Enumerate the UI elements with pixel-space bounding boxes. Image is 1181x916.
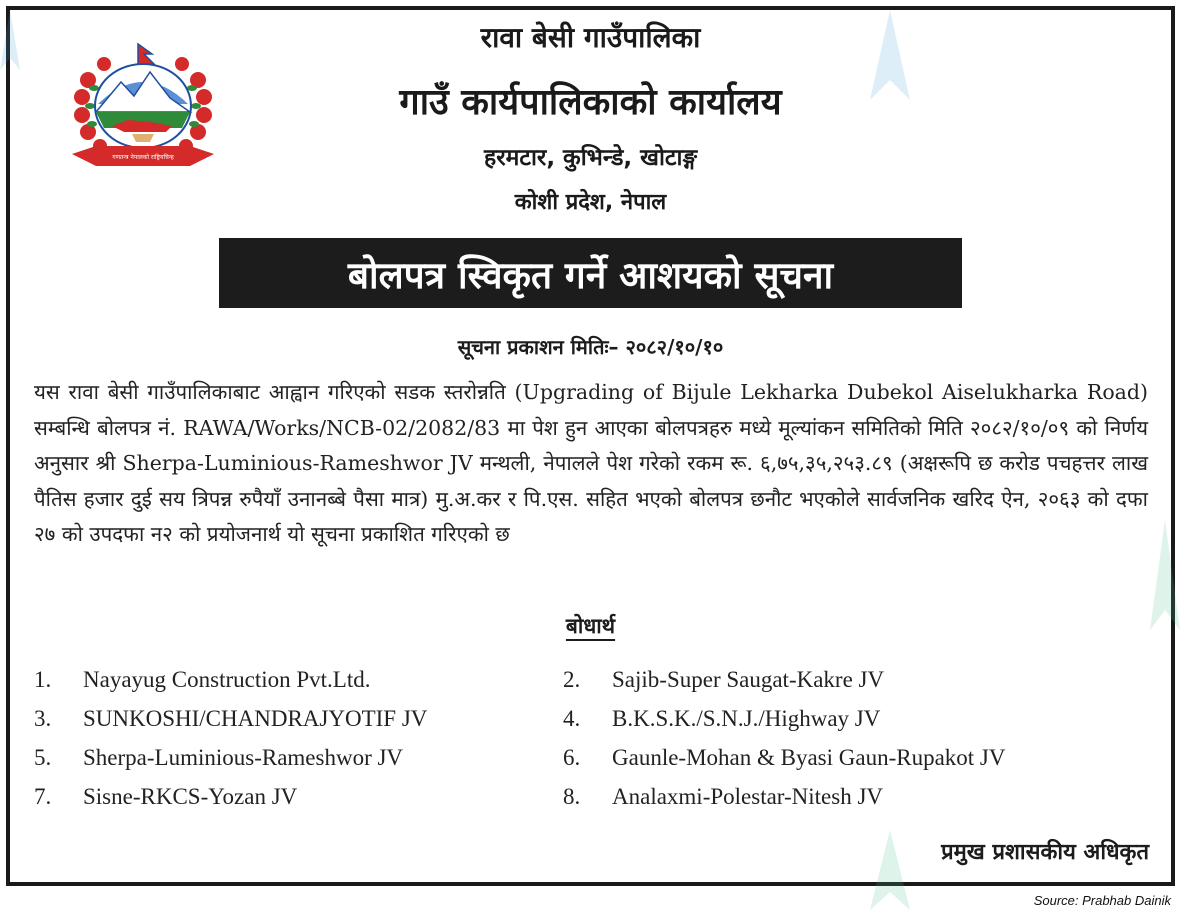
recipient-name: B.K.S.K./S.N.J./Highway JV <box>612 706 881 731</box>
notice-body: यस रावा बेसी गाउँपालिकाबाट आह्वान गरिएको सडक स्तरोन्नति (Upgrading of Bijule Lekharka Dubekol Aiselukharka Road) सम्बन्धि बोलपत्र नं. RAWA/Works/NCB-02/2082/83 मा पेश हुन आएका बोलपत्रहरु मध्ये मूल्यांकन समितिको मिति २०८२/१०/०९ को निर्णय अनुसार श्री Sherpa-Luminious-Rameshwor JV मन्थली, नेपालले पेश गरेको रकम रू. ६,७५,३५,२५३.८९ (अक्षरूपि छ करोड पचहत्तर लाख पैतिस हजार दुई सय त्रिपन्न रुपैयाँ उनानब्बे पैसा मात्र) मु.अ.कर र पि.एस. सहित भएको बोलपत्र छनौट भएकोले सार्वजनिक खरिद ऐन, २०६३ को दफा २७ को उपदफा न२ को प्रयोजनार्थ यो सूचना प्रकाशित गरिएको छ <box>34 380 1148 546</box>
office-name: गाउँ कार्यपालिकाको कार्यालय <box>399 82 782 123</box>
recipient-item <box>563 745 1006 771</box>
recipient-name: Sajib-Super Saugat-Kakre JV <box>612 667 885 692</box>
source-credit: Source: Prabhab Dainik <box>1033 893 1171 908</box>
recipient-item <box>34 784 297 810</box>
bodhartha-heading: बोधार्थ <box>565 614 616 638</box>
publication-date: सूचना प्रकाशन मितिः– २०८२/१०/१० <box>457 335 724 359</box>
notice-title-banner <box>219 238 962 308</box>
office-province: कोशी प्रदेश, नेपाल <box>514 190 667 215</box>
recipient-item <box>34 667 370 693</box>
recipient-name: Nayayug Construction Pvt.Ltd. <box>83 667 371 692</box>
bodhartha-heading-wrap <box>0 612 1181 640</box>
recipient-number: 5. <box>34 745 52 770</box>
recipient-number: 2. <box>563 667 581 692</box>
recipient-name: Sisne-RKCS-Yozan JV <box>83 784 298 809</box>
recipient-number: 1. <box>34 667 52 692</box>
notice-title: बोलपत्र स्विकृत गर्ने आशयको सूचना <box>347 253 834 297</box>
recipient-item <box>34 706 427 732</box>
recipient-name: Sherpa-Luminious-Rameshwor JV <box>83 745 404 770</box>
emblem-ribbon-text: गणतन्त्र नेपालको राष्ट्रियचिन्ह <box>112 154 174 161</box>
recipient-name: Analaxmi-Polestar-Nitesh JV <box>612 784 884 809</box>
recipient-item <box>563 784 883 810</box>
recipient-name: Gaunle-Mohan & Byasi Gaun-Rupakot JV <box>612 745 1006 770</box>
recipient-number: 7. <box>34 784 52 809</box>
recipient-item <box>563 706 880 732</box>
municipality-name: रावा बेसी गाउँपालिका <box>480 21 701 54</box>
recipient-number: 6. <box>563 745 581 770</box>
recipient-item <box>563 667 884 693</box>
recipient-number: 4. <box>563 706 581 731</box>
recipient-name: SUNKOSHI/CHANDRAJYOTIF JV <box>83 706 428 731</box>
recipient-number: 3. <box>34 706 52 731</box>
recipient-number: 8. <box>563 784 581 809</box>
recipient-item <box>34 745 403 771</box>
signatory-title: प्रमुख प्रशासकीय अधिकृत <box>941 840 1149 865</box>
office-address: हरमटार, कुभिन्डे, खोटाङ्ग <box>483 145 698 171</box>
